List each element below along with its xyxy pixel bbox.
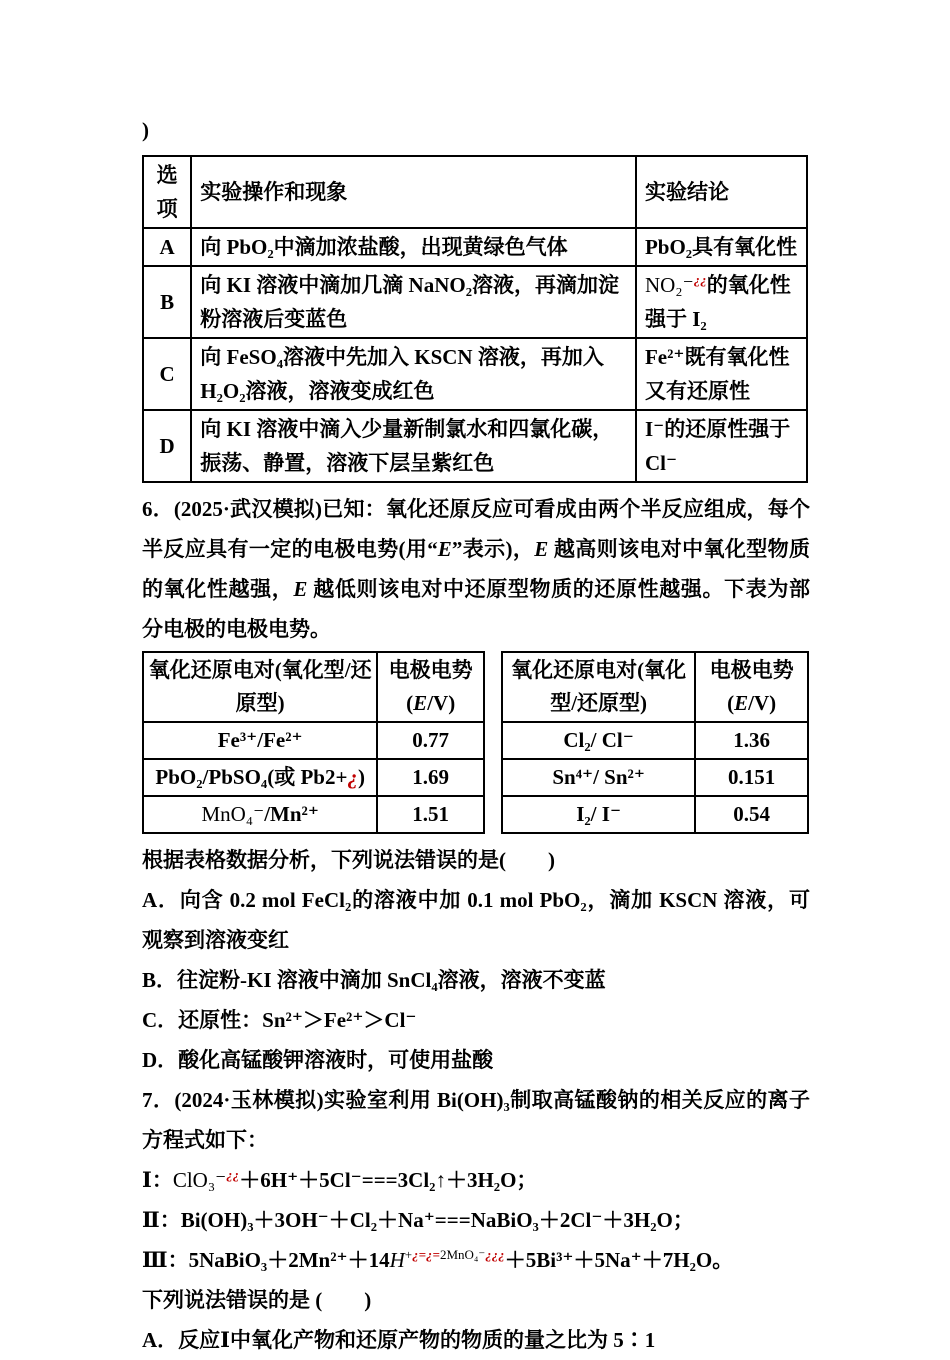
table-row <box>502 759 808 796</box>
question-6-prompt: 根据表格数据分析，下列说法错误的是( ) <box>142 848 555 872</box>
table-row <box>143 410 807 482</box>
question-7-option-a: A．反应Ⅰ中氧化产物和还原产物的物质的量之比为 5∶1 <box>142 1328 656 1352</box>
text-segment: ¿ <box>498 1247 505 1262</box>
table-row <box>143 266 807 338</box>
table-row <box>143 722 484 759</box>
text-segment: Fe²⁺既有氧化性又有还原性 <box>644 345 790 403</box>
text-segment: 向 KI 溶液中滴入少量新制氯水和四氯化碳，振荡、静置，溶液下层呈紫红色 <box>200 417 614 475</box>
cell-conclusion-c <box>636 338 807 410</box>
table-row <box>143 796 484 833</box>
cell-potential: 0.77 <box>377 722 484 759</box>
text-segment: 越低则该电对中还原型物质的还原性越强。下表为部分电极的电极电势。 <box>142 577 811 641</box>
cell-potential: 1.36 <box>695 722 808 759</box>
text-segment: MnO₄⁻ <box>201 802 265 826</box>
text-segment: Ⅰ： <box>142 1168 173 1192</box>
cell-pair <box>502 759 695 796</box>
text-segment: 2MnO₄⁻ <box>439 1247 486 1262</box>
text-segment: ＋5Bi³⁺＋5Na⁺＋7H₂O。 <box>504 1248 734 1272</box>
cell-operation-b <box>191 266 636 338</box>
table-header-row <box>502 652 808 722</box>
text-segment: Cl₂/ Cl⁻ <box>563 728 634 752</box>
text-segment: Ⅲ：5NaBiO₃＋2Mn²⁺＋14 <box>142 1248 390 1272</box>
col-header-potential <box>695 652 808 722</box>
text-segment: ¿=¿= <box>412 1247 440 1262</box>
text-segment: Sn⁴⁺/ Sn²⁺ <box>552 765 645 789</box>
text-segment: E <box>734 691 749 715</box>
text-segment: 越高则该电对中氧化型物质的氧化性越强， <box>142 537 811 601</box>
cell-conclusion-a <box>636 228 807 266</box>
experiment-table <box>142 155 808 483</box>
table-row <box>502 796 808 833</box>
text-segment: 向 KI 溶液中滴加几滴 NaNO₂溶液，再滴加淀粉溶液后变蓝色 <box>200 273 619 331</box>
cell-option-c: C <box>143 338 191 410</box>
cell-pair <box>143 759 377 796</box>
table-header-row <box>143 652 484 722</box>
cell-operation-a <box>191 228 636 266</box>
text-segment: /Mn²⁺ <box>264 802 319 826</box>
text-segment: ”表示)， <box>451 537 535 561</box>
question-6-option-b: B．往淀粉-KI 溶液中滴加 SnCl₄溶液，溶液不变蓝 <box>142 968 606 992</box>
text-segment: I⁻的还原性强于 Cl⁻ <box>644 417 791 475</box>
text-segment: 电极电势( <box>709 658 794 715</box>
electrode-potential-tables <box>142 651 810 834</box>
question-7-stem: 7．(2024·玉林模拟)实验室利用 Bi(OH)₃制取高锰酸钠的相关反应的离子方程式如下： <box>142 1088 810 1152</box>
text-segment: 电极电势( <box>388 658 473 715</box>
text-segment: /V) <box>748 691 777 715</box>
text-segment: /V) <box>427 691 456 715</box>
col-header-option: 选项 <box>143 156 191 228</box>
col-header-redox-pair: 氧化还原电对(氧化型/还原型) <box>143 652 377 722</box>
cell-potential: 0.54 <box>695 796 808 833</box>
text-segment: ClO₃⁻ <box>172 1168 227 1192</box>
table-row <box>143 228 807 266</box>
cell-operation-d <box>191 410 636 482</box>
col-header-redox-pair: 氧化还原电对(氧化型/还原型) <box>502 652 695 722</box>
text-segment: E <box>413 691 428 715</box>
text-segment: I₂/ I⁻ <box>576 802 622 826</box>
text-segment: PbO₂/PbSO₄(或 Pb2+ <box>155 765 348 789</box>
text-segment: ¿¿ <box>485 1247 499 1262</box>
cell-pair <box>502 796 695 833</box>
text-segment: 的氧化性强于 I₂ <box>644 273 791 331</box>
cell-option-d: D <box>143 410 191 482</box>
text-segment: ¿ <box>347 765 358 789</box>
text-segment: ) <box>357 765 365 789</box>
cell-potential: 1.51 <box>377 796 484 833</box>
table-header-row <box>143 156 807 228</box>
text-segment: 向 PbO₂中滴加浓盐酸，出现黄绿色气体 <box>200 235 568 259</box>
cell-conclusion-d <box>636 410 807 482</box>
text-segment: ¿¿ <box>693 272 707 287</box>
text-segment: 向 FeSO₄溶液中先加入 KSCN 溶液，再加入 H₂O₂溶液，溶液变成红色 <box>200 345 604 403</box>
text-segment: Fe³⁺/Fe²⁺ <box>217 728 303 752</box>
table-row <box>143 338 807 410</box>
text-segment: PbO₂具有氧化性 <box>644 235 798 259</box>
cell-pair <box>502 722 695 759</box>
col-header-potential <box>377 652 484 722</box>
question-6-stem <box>142 489 810 649</box>
cell-option-b: B <box>143 266 191 338</box>
ionic-equation-3 <box>142 1240 810 1280</box>
cell-conclusion-b <box>636 266 807 338</box>
text-segment: E <box>293 577 308 601</box>
question-6-option-d: D．酸化高锰酸钾溶液时，可使用盐酸 <box>142 1048 494 1072</box>
text-segment: E <box>437 537 452 561</box>
question-6-option-c: C．还原性：Sn²⁺＞Fe²⁺＞Cl⁻ <box>142 1008 417 1032</box>
ionic-equation-1 <box>142 1160 810 1200</box>
text-segment: ＋6H⁺＋5Cl⁻===3Cl₂↑＋3H₂O； <box>239 1168 538 1192</box>
electrode-potential-table-left <box>142 651 485 834</box>
cell-option-a: A <box>143 228 191 266</box>
table-row <box>502 722 808 759</box>
cell-pair <box>143 796 377 833</box>
cell-operation-c <box>191 338 636 410</box>
table-row <box>143 759 484 796</box>
text-segment: Ⅱ：Bi(OH)₃＋3OH⁻＋Cl₂＋Na⁺===NaBiO₃＋2Cl⁻＋3H₂O； <box>142 1208 694 1232</box>
electrode-potential-table-right <box>501 651 809 834</box>
text-segment: H <box>389 1248 405 1272</box>
cell-pair <box>143 722 377 759</box>
stray-paren-text: ) <box>142 118 149 142</box>
cell-potential: 0.151 <box>695 759 808 796</box>
cell-potential: 1.69 <box>377 759 484 796</box>
text-segment: E <box>534 537 549 561</box>
ionic-equation-2 <box>142 1200 810 1240</box>
col-header-conclusion: 实验结论 <box>636 156 807 228</box>
text-segment: + <box>404 1247 413 1262</box>
document-page <box>142 110 810 1360</box>
col-header-operation: 实验操作和现象 <box>191 156 636 228</box>
text-segment: 6．(2025·武汉模拟)已知：氧化还原反应可看成由两个半反应组成，每个半反应具有一定的电极电势(用“ <box>142 497 810 561</box>
text-segment: NO₂⁻ <box>644 273 694 297</box>
question-7-prompt: 下列说法错误的是 ( ) <box>142 1288 372 1312</box>
question-6-option-a: A．向含 0.2 mol FeCl₂的溶液中加 0.1 mol PbO₂，滴加 KSCN 溶液，可观察到溶液变红 <box>142 888 810 952</box>
text-segment: ¿¿ <box>226 1167 240 1182</box>
